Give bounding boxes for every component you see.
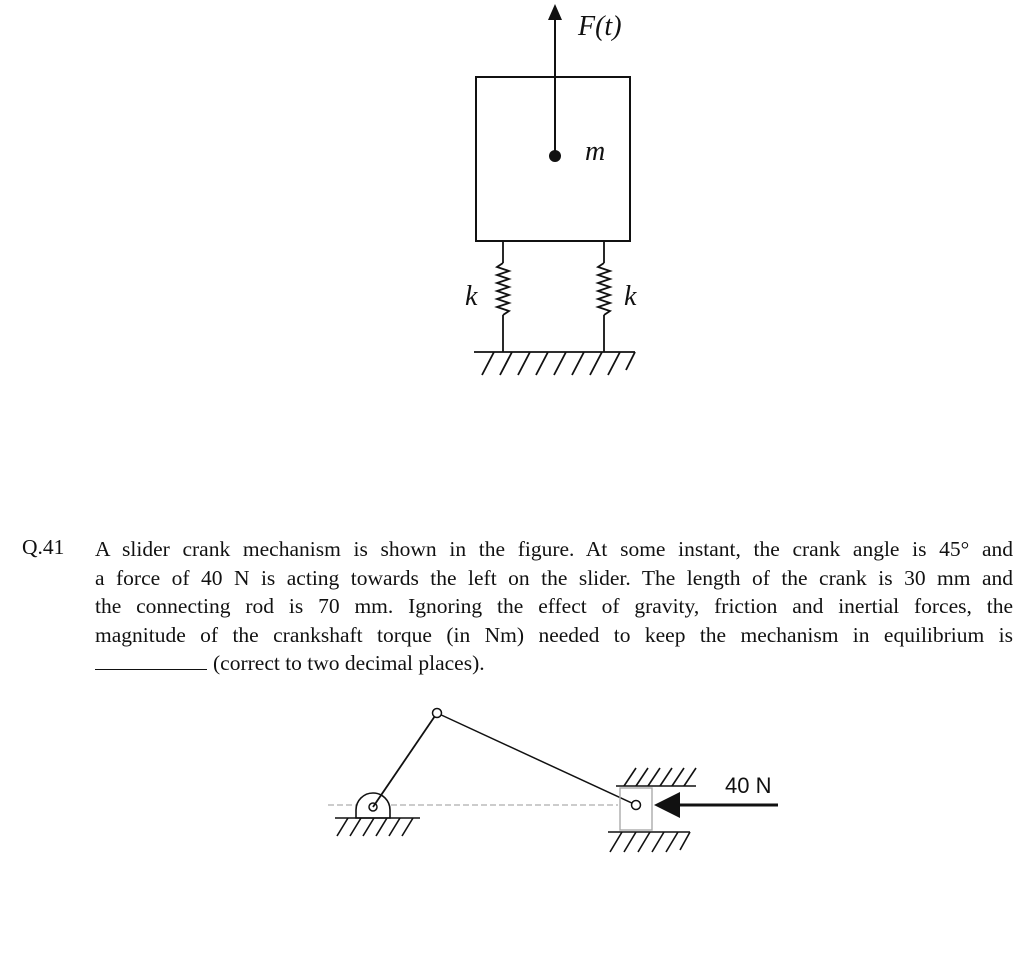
crank-pin: [433, 709, 442, 718]
question-text: [95, 535, 1013, 678]
ground-hatch: [474, 352, 635, 375]
slider-force-label: 40 N: [725, 773, 772, 798]
right-spring: [598, 241, 610, 352]
question-line: (correct to two decimal places).: [213, 651, 485, 675]
slider-force-arrow-head: [654, 792, 680, 818]
question-line: a force of 40 N is acting towards the left on the slider. The length of the crank is 30 mm and: [95, 565, 1013, 590]
force-arrow-head: [548, 4, 562, 20]
connecting-rod: [437, 713, 636, 805]
slider-top-guide: [616, 768, 696, 786]
left-spring: [497, 241, 509, 352]
slider-pin: [632, 801, 641, 810]
slider-block: [620, 788, 652, 830]
question-line: the connecting rod is 70 mm. Ignoring the effect of gravity, friction and inertial forces, the: [95, 594, 1013, 618]
answer-blank[interactable]: [95, 651, 207, 670]
mass-center-dot: [549, 150, 561, 162]
question-number: Q.41: [22, 535, 65, 559]
mass-label: m: [585, 136, 606, 167]
right-spring-label: k: [624, 281, 637, 312]
crank: [373, 713, 437, 807]
slider-bottom-guide: [608, 832, 690, 852]
crank-pivot: [369, 803, 377, 811]
crank-pivot-support: [356, 793, 390, 818]
crank-ground-hatch: [335, 818, 420, 836]
question-line: magnitude of the crankshaft torque (in Nm) needed to keep the mechanism in equilibrium is: [95, 622, 1013, 647]
question-last-line: [95, 649, 1013, 678]
spring-mass-figure: [0, 0, 1019, 400]
force-label: F(t): [578, 11, 622, 42]
question-line: A slider crank mechanism is shown in the figure. At some instant, the crank angle is 45° and: [95, 537, 1013, 561]
left-spring-label: k: [465, 281, 478, 312]
